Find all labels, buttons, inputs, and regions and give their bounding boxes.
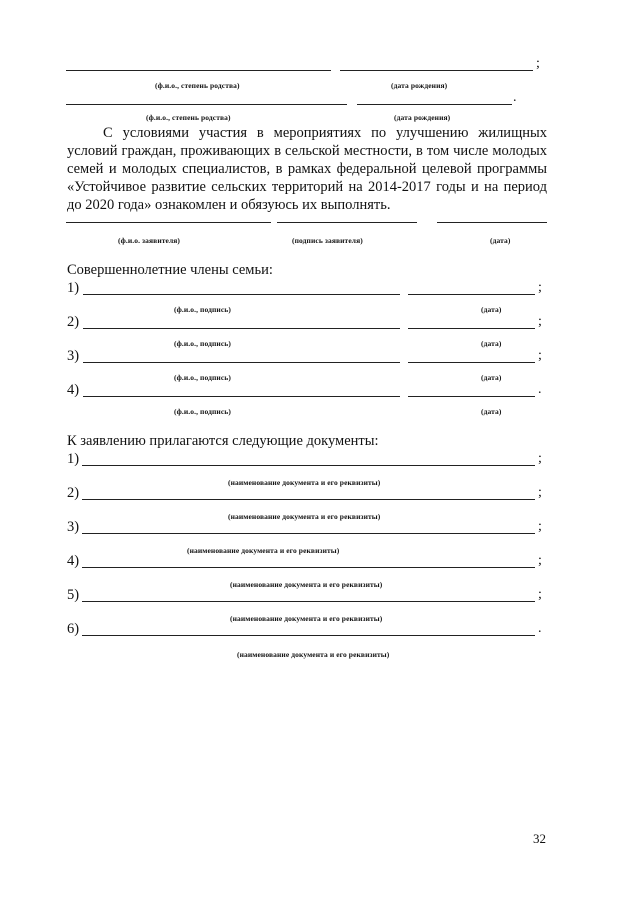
member-date-caption: (дата) xyxy=(481,373,502,382)
member-name-line[interactable] xyxy=(83,396,400,397)
member-date-line[interactable] xyxy=(408,396,535,397)
document-caption: (наименование документа и его реквизиты) xyxy=(230,614,383,623)
relative-name-caption: (ф.и.о., степень родства) xyxy=(146,113,231,122)
document-caption: (наименование документа и его реквизиты) xyxy=(228,478,381,487)
document-number: 2) xyxy=(67,485,80,501)
member-name-caption: (ф.и.о., подпись) xyxy=(174,373,231,382)
document-number: 6) xyxy=(67,621,80,637)
member-number: 1) xyxy=(67,280,80,296)
row-end-punct: ; xyxy=(536,56,540,71)
row-end-punct: ; xyxy=(538,314,542,329)
member-date-line[interactable] xyxy=(408,362,535,363)
member-date-caption: (дата) xyxy=(481,339,502,348)
row-end-punct: ; xyxy=(538,485,542,500)
row-end-punct: ; xyxy=(538,348,542,363)
relative-birthdate-caption: (дата рождения) xyxy=(394,113,451,122)
member-date-line[interactable] xyxy=(408,328,535,329)
member-name-caption: (ф.и.о., подпись) xyxy=(174,407,231,416)
acknowledgement-paragraph: С условиями участия в мероприятиях по улучшению жилищных условий граждан, проживающих в сельской местности, в том числе молодых семей и молодых специалистов, в рамках федеральной целевой программы «Устойчивое развитие сельских территорий на 2014-2017 годы и на период до 2020 года» ознакомлен и обязуюсь их выполнять. xyxy=(67,125,547,213)
relative-birthdate-line[interactable] xyxy=(340,70,533,71)
member-name-line[interactable] xyxy=(83,362,400,363)
document-number: 5) xyxy=(67,587,80,603)
document-caption: (наименование документа и его реквизиты) xyxy=(237,650,390,659)
document-line[interactable] xyxy=(82,635,535,636)
relative-birthdate-line[interactable] xyxy=(357,104,512,105)
member-number: 4) xyxy=(67,382,80,398)
document-caption: (наименование документа и его реквизиты) xyxy=(187,546,340,555)
document-caption: (наименование документа и его реквизиты) xyxy=(230,580,383,589)
row-end-punct: . xyxy=(538,621,542,636)
document-number: 4) xyxy=(67,553,80,569)
document-number: 3) xyxy=(67,519,80,535)
row-end-punct: ; xyxy=(538,280,542,295)
relative-name-line[interactable] xyxy=(66,104,347,105)
applicant-date-line[interactable] xyxy=(437,222,547,223)
page-number: 32 xyxy=(533,831,546,846)
applicant-date-caption: (дата) xyxy=(490,236,511,245)
document-line[interactable] xyxy=(82,567,535,568)
row-end-punct: ; xyxy=(538,519,542,534)
applicant-name-caption: (ф.и.о. заявителя) xyxy=(118,236,181,245)
documents-heading: К заявлению прилагаются следующие документы: xyxy=(67,433,379,449)
document-caption: (наименование документа и его реквизиты) xyxy=(228,512,381,521)
member-name-caption: (ф.и.о., подпись) xyxy=(174,305,231,314)
applicant-name-line[interactable] xyxy=(66,222,271,223)
relative-birthdate-caption: (дата рождения) xyxy=(391,81,448,90)
member-name-caption: (ф.и.о., подпись) xyxy=(174,339,231,348)
document-number: 1) xyxy=(67,451,80,467)
document-line[interactable] xyxy=(82,465,535,466)
member-number: 2) xyxy=(67,314,80,330)
members-heading: Совершеннолетние члены семьи: xyxy=(67,262,273,278)
relative-name-caption: (ф.и.о., степень родства) xyxy=(155,81,240,90)
member-date-line[interactable] xyxy=(408,294,535,295)
document-line[interactable] xyxy=(82,499,535,500)
applicant-signature-line[interactable] xyxy=(277,222,417,223)
document-line[interactable] xyxy=(82,601,535,602)
member-name-line[interactable] xyxy=(83,328,400,329)
member-number: 3) xyxy=(67,348,80,364)
document-line[interactable] xyxy=(82,533,535,534)
row-end-punct: ; xyxy=(538,587,542,602)
row-end-punct: . xyxy=(513,90,517,105)
row-end-punct: ; xyxy=(538,553,542,568)
member-date-caption: (дата) xyxy=(481,305,502,314)
row-end-punct: . xyxy=(538,382,542,397)
member-date-caption: (дата) xyxy=(481,407,502,416)
applicant-signature-caption: (подпись заявителя) xyxy=(292,236,363,245)
row-end-punct: ; xyxy=(538,451,542,466)
relative-name-line[interactable] xyxy=(66,70,331,71)
member-name-line[interactable] xyxy=(83,294,400,295)
